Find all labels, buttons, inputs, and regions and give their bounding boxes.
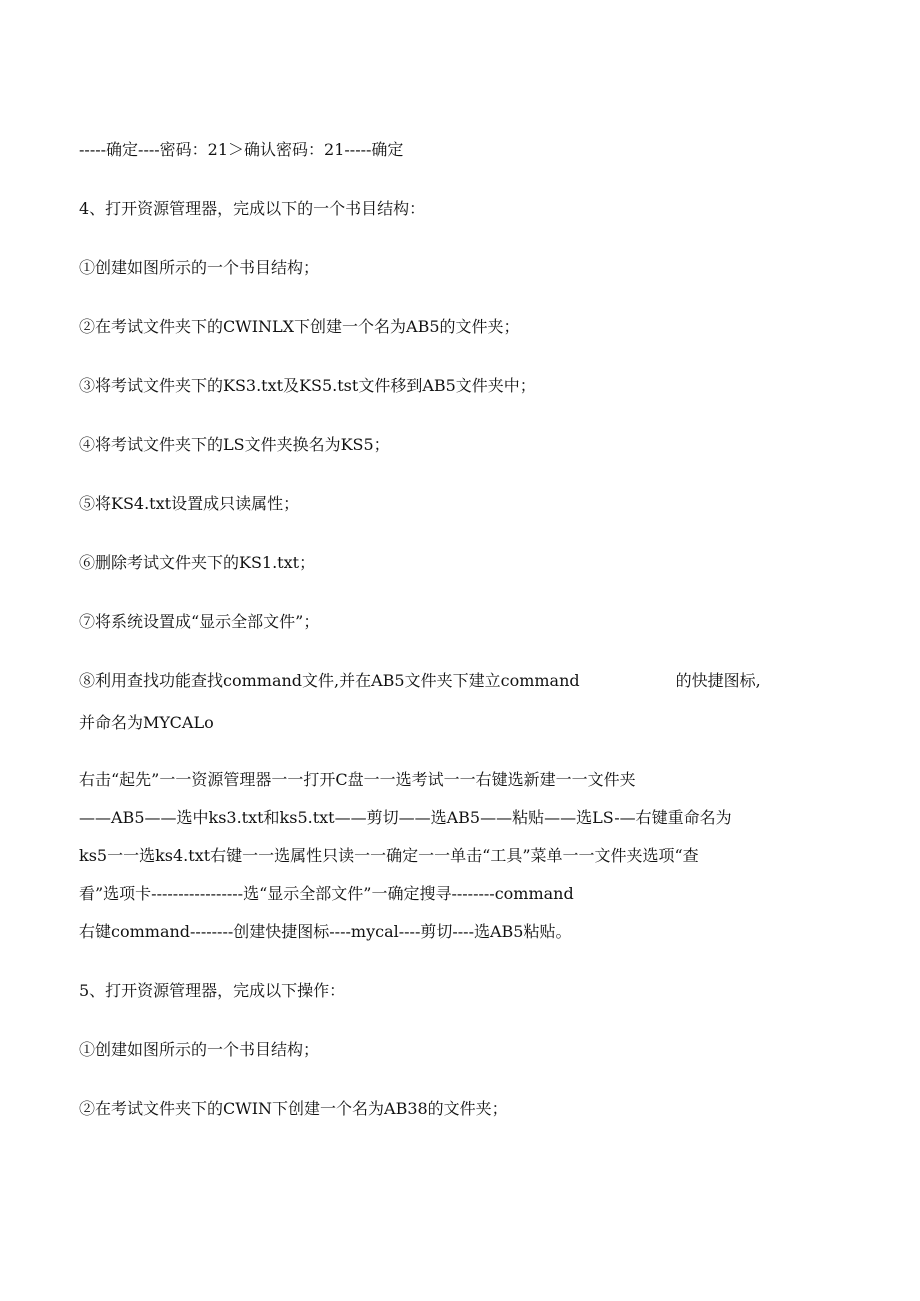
text-line: ②在考试文件夹下的CWIN下创建一个名为AB38的文件夹； (79, 1099, 508, 1118)
text-line: ⑥删除考试文件夹下的KS1.txt； (79, 553, 316, 572)
text-line: 右击“起先”一一资源管理器一一打开C盘一一选考试一一右键选新建一一文件夹 (79, 770, 636, 789)
text-line: ④将考试文件夹下的LS文件夹换名为KS5； (79, 435, 390, 454)
text-segment: ⑧利用查找功能查找command文件,并在AB5文件夹下建立command (79, 671, 580, 690)
text-line: ——AB5——选中ks3.txt和ks5.txt——剪切——选AB5——粘贴——选LS-—右键重命名为 (79, 808, 732, 827)
text-line: 右键command--------创建快捷图标----mycal----剪切----选AB5粘贴。 (79, 922, 572, 941)
text-line: ⑤将KS4.txt设置成只读属性； (79, 494, 300, 513)
text-line: ③将考试文件夹下的KS3.txt及KS5.tst文件移到AB5文件夹中； (79, 376, 536, 395)
text-line: ②在考试文件夹下的CWINLX下创建一个名为AB5的文件夹； (79, 317, 520, 336)
section-heading-5: 5、打开资源管理器，完成以下操作： (79, 981, 346, 1000)
text-segment: 的快捷图标, (675, 671, 761, 690)
text-line-with-gap (79, 671, 849, 691)
section-heading-4: 4、打开资源管理器，完成以下的一个书目结构： (79, 199, 426, 218)
text-line: -----确定----密码：21＞确认密码：21-----确定 (79, 140, 404, 159)
text-line: ①创建如图所示的一个书目结构； (79, 1040, 320, 1059)
text-line: ①创建如图所示的一个书目结构； (79, 258, 320, 277)
text-line: ⑦将系统设置成“显示全部文件”； (79, 612, 320, 631)
text-line: ks5一一选ks4.txt右键一一选属性只读一一确定一一单击“工具”菜单一一文件夹选项“查 (79, 846, 699, 865)
text-line: 看”选项卡-----------------选“显示全部文件”一确定搜寻--------command (79, 884, 574, 903)
text-line: 并命名为MYCALo (79, 713, 214, 732)
